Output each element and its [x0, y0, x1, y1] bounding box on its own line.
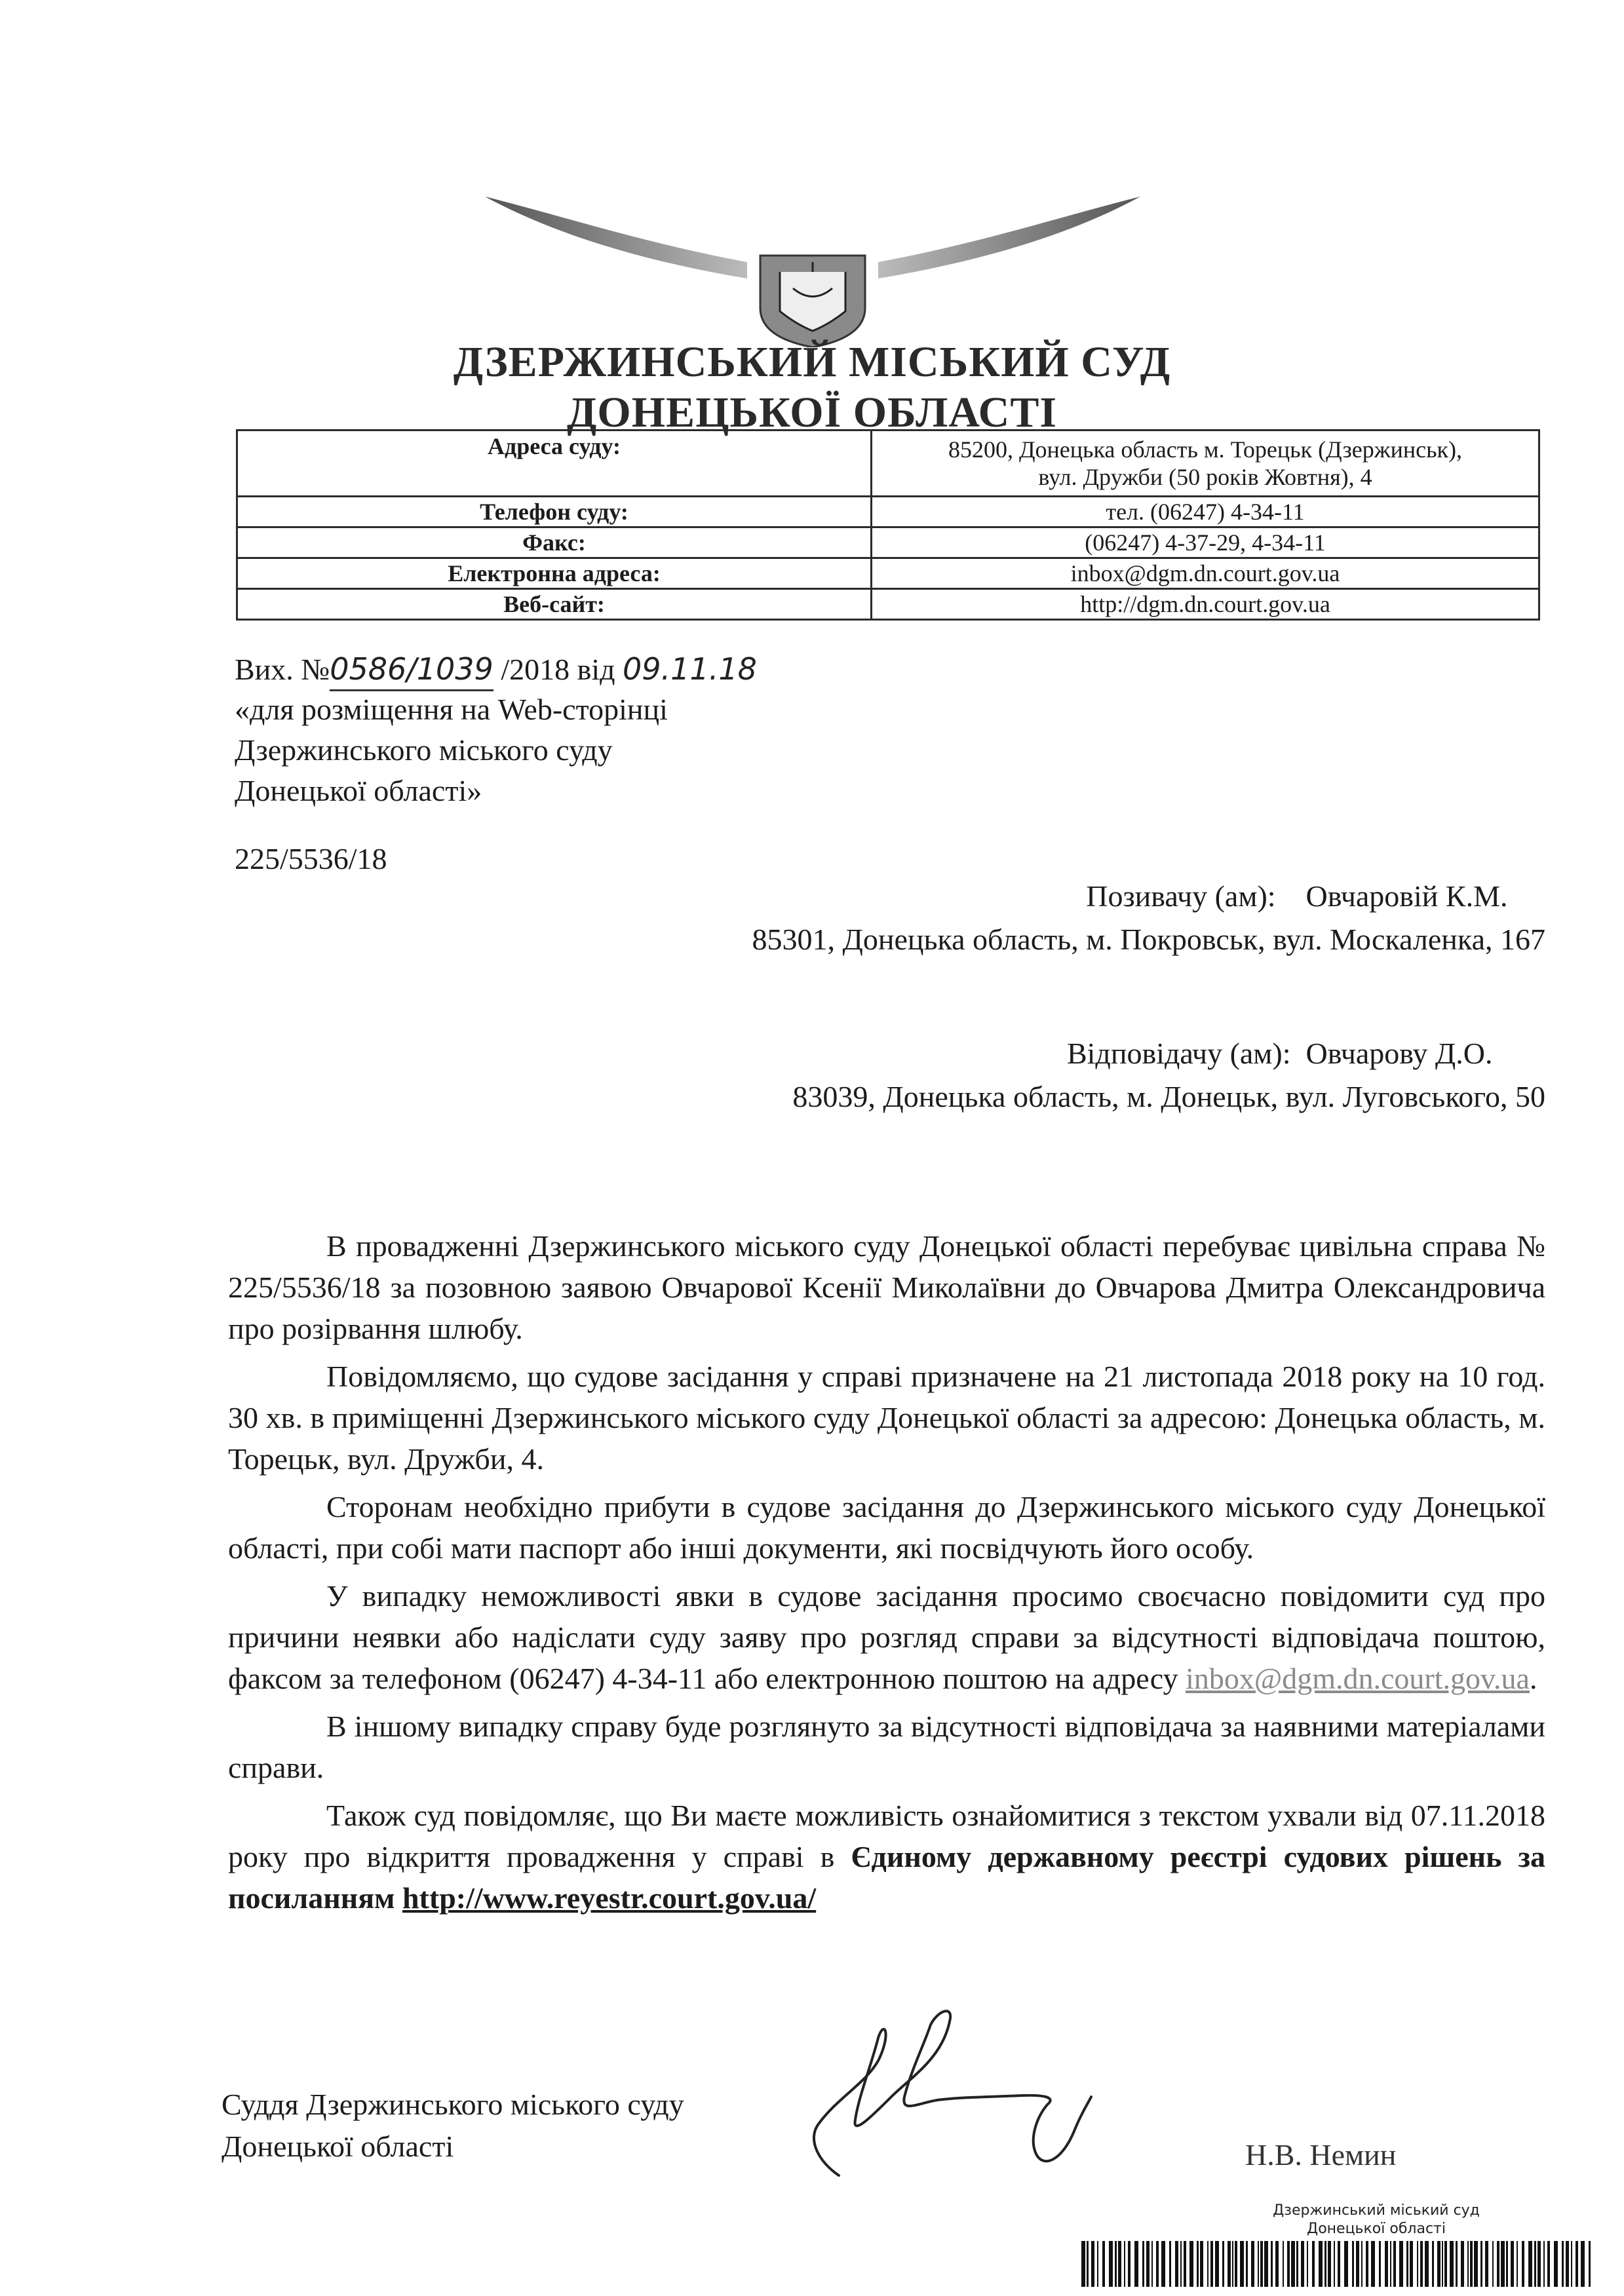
signer-line1: Суддя Дзержинського міського суду	[222, 2088, 684, 2121]
website-label: Веб-сайт:	[237, 589, 872, 620]
barcode-bar	[1291, 2241, 1295, 2287]
barcode-bar	[1437, 2241, 1440, 2287]
barcode-bar	[1115, 2241, 1117, 2287]
judge-name: Н.В. Немин	[1245, 2138, 1397, 2172]
registration-stamp	[1193, 2202, 1560, 2238]
barcode-bar	[1228, 2241, 1231, 2287]
barcode-bar	[1271, 2241, 1273, 2287]
barcode-bar	[1356, 2241, 1359, 2287]
notice-paragraph-5: В іншому випадку справу буде розглянуто за відсутності відповідача за наявними матеріалами справи.	[228, 1710, 1545, 1784]
barcode-bar	[1456, 2241, 1458, 2287]
barcode-bar	[1161, 2241, 1165, 2287]
defendant-header	[792, 1032, 1545, 1075]
email-row	[237, 558, 1539, 589]
barcode-bar	[1222, 2241, 1224, 2287]
barcode-bar	[1210, 2241, 1213, 2287]
barcode-bar	[1432, 2241, 1434, 2287]
barcode-bar	[1385, 2241, 1388, 2287]
barcode-bar	[1307, 2241, 1308, 2287]
barcode-bar	[1175, 2241, 1178, 2287]
barcode-bar	[1497, 2241, 1499, 2287]
outgoing-prefix: Вих. №	[235, 653, 330, 686]
registry-link[interactable]: http://www.reyestr.court.gov.ua/	[402, 1881, 817, 1915]
outgoing-number-line	[235, 649, 757, 691]
barcode-bar	[1124, 2241, 1125, 2287]
barcode-bar	[1287, 2241, 1290, 2287]
barcode-bar	[1081, 2241, 1085, 2287]
barcode-bar	[1444, 2241, 1447, 2287]
court-contacts-table	[236, 429, 1540, 621]
address-value	[872, 430, 1539, 497]
barcode-bar	[1260, 2241, 1263, 2287]
barcode-bar	[1215, 2241, 1219, 2287]
barcode-bar	[1156, 2241, 1159, 2287]
barcode-bar	[1151, 2241, 1153, 2287]
barcode-bar	[1461, 2241, 1464, 2287]
barcode-bar	[1184, 2241, 1186, 2287]
barcode-bar	[1197, 2241, 1199, 2287]
fax-row	[237, 527, 1539, 558]
purpose-line2: Дзержинського міського суду	[235, 733, 613, 767]
barcode-bar	[1324, 2241, 1326, 2287]
notice-paragraph-4	[228, 1575, 1545, 1699]
address-line2: вул. Дружби (50 років Жовтня), 4	[1038, 464, 1372, 490]
plaintiff-block	[752, 875, 1545, 961]
email-label: Електронна адреса:	[237, 558, 872, 589]
barcode-bar	[1275, 2241, 1279, 2287]
plaintiff-header	[752, 875, 1545, 918]
barcode-bar	[1554, 2241, 1558, 2287]
court-email-link[interactable]: inbox@dgm.dn.court.gov.ua	[1186, 1662, 1530, 1695]
phone-row	[237, 497, 1539, 527]
barcode-bar	[1581, 2241, 1585, 2287]
notice-body	[228, 1225, 1545, 1925]
barcode-bar	[1562, 2241, 1564, 2287]
barcode-bar	[1506, 2241, 1508, 2287]
purpose-line3: Донецької області»	[235, 774, 482, 807]
barcode-bar	[1528, 2241, 1532, 2287]
barcode-bar	[1399, 2241, 1403, 2287]
barcode-bar	[1417, 2241, 1418, 2287]
barcode-bar	[1379, 2241, 1381, 2287]
barcode-bar	[1492, 2241, 1494, 2287]
barcode-bar	[1501, 2241, 1505, 2287]
website-row	[237, 589, 1539, 620]
barcode-bar	[1334, 2241, 1335, 2287]
barcode-bar	[1470, 2241, 1473, 2287]
court-name-line1: ДЗЕРЖИНСЬКИЙ МІСЬКИЙ СУД	[453, 338, 1171, 386]
registry-text: Єдиному державному реєстрі судових рішень за посиланням	[228, 1840, 1545, 1915]
barcode-bar	[1283, 2241, 1284, 2287]
plaintiff-address: 85301, Донецька область, м. Покровськ, вул. Москаленка, 167	[752, 923, 1545, 956]
website-value: http://dgm.dn.court.gov.ua	[872, 589, 1539, 620]
outgoing-number: 0586/1039	[330, 649, 493, 691]
phone-value: тел. (06247) 4-34-11	[872, 497, 1539, 527]
defendant-address: 83039, Донецька область, м. Донецьк, вул. Луговського, 50	[792, 1080, 1545, 1113]
barcode-bar	[1344, 2241, 1348, 2287]
barcode-bar	[1393, 2241, 1396, 2287]
barcode-bar	[1522, 2241, 1524, 2287]
barcode-bar	[1480, 2241, 1482, 2287]
barcode-bar	[1146, 2241, 1150, 2287]
outgoing-date: 09.11.18	[623, 651, 757, 687]
outgoing-year: /2018 від	[501, 653, 615, 686]
barcode-bar	[1109, 2241, 1113, 2287]
barcode-bar	[1366, 2241, 1368, 2287]
barcode-bar	[1232, 2241, 1233, 2287]
purpose-line1: «для розміщення на Web-сторінці	[235, 693, 668, 726]
barcode-bar	[1511, 2241, 1514, 2287]
signer-line2: Донецької області	[222, 2130, 454, 2163]
barcode-bar	[1301, 2241, 1304, 2287]
barcode-bar	[1425, 2241, 1429, 2287]
address-row	[237, 430, 1539, 497]
barcode-bar	[1534, 2241, 1536, 2287]
barcode-bar	[1361, 2241, 1363, 2287]
barcode-bar	[1543, 2241, 1545, 2287]
barcode-bar	[1589, 2241, 1591, 2287]
stamp-line2: Донецької області	[1307, 2221, 1446, 2237]
fax-value: (06247) 4-37-29, 4-34-11	[872, 527, 1539, 558]
barcode-bar	[1485, 2241, 1488, 2287]
notice-paragraph-2: Повідомляємо, що судове засідання у справі призначене на 21 листопада 2018 року на 10 год. 30 хв. в приміщенні Дзержинського міського суду Донецької області за адресою: Донецька область, м. Торецьк, вул. Дружби, 4.	[228, 1360, 1545, 1476]
barcode-bar	[1352, 2241, 1354, 2287]
barcode-bar	[1517, 2241, 1518, 2287]
barcode-bar	[1118, 2241, 1121, 2287]
handwritten-signature	[780, 1999, 1147, 2189]
notice-paragraph-1: В провадженні Дзержинського міського суду Донецької області перебуває цивільна справа № 225/5536/18 за позовною заявою Овчарової Ксенії Миколаївни до Овчарова Дмитра Олександровича про розірвання шлюбу.	[228, 1229, 1545, 1345]
plaintiff-label: Позивачу (ам):	[1086, 879, 1276, 913]
barcode-bar	[1134, 2241, 1138, 2287]
barcode-bar	[1312, 2241, 1315, 2287]
barcode-bar	[1240, 2241, 1244, 2287]
barcode-bar	[1338, 2241, 1340, 2287]
barcode-bar	[1328, 2241, 1331, 2287]
barcode-bar	[1319, 2241, 1323, 2287]
plaintiff-name: Овчаровій К.М.	[1305, 879, 1508, 913]
notice-paragraph-3: Сторонам необхідно прибути в судове засідання до Дзержинського міського суду Донецької області, при собі мати паспорт або інші документи, які посвідчують його особу.	[228, 1490, 1545, 1565]
signer-block	[222, 2084, 684, 2168]
barcode-bar	[1258, 2241, 1259, 2287]
barcode-bar	[1537, 2241, 1541, 2287]
stamp-line1: Дзержинський міський суд	[1273, 2202, 1480, 2219]
phone-label: Телефон суду:	[237, 497, 872, 527]
barcode-bar	[1189, 2241, 1193, 2287]
barcode	[1081, 2241, 1593, 2287]
barcode-bar	[1467, 2241, 1469, 2287]
barcode-bar	[1251, 2241, 1254, 2287]
email-value: inbox@dgm.dn.court.gov.ua	[872, 558, 1539, 589]
notice-p6-text: Також суд повідомляє, що Ви маєте можливість ознайомитися з текстом ухвали від 07.11.2018 року про відкриття провадження у справі в	[228, 1799, 1545, 1873]
barcode-bar	[1566, 2241, 1569, 2287]
barcode-bar	[1264, 2241, 1268, 2287]
barcode-bar	[1296, 2241, 1298, 2287]
barcode-bar	[1200, 2241, 1203, 2287]
defendant-block	[792, 1032, 1545, 1119]
fax-label: Факс:	[237, 527, 872, 558]
barcode-bar	[1450, 2241, 1454, 2287]
barcode-bar	[1576, 2241, 1578, 2287]
barcode-bar	[1087, 2241, 1089, 2287]
defendant-name: Овчарову Д.О.	[1305, 1037, 1493, 1070]
barcode-bar	[1371, 2241, 1375, 2287]
barcode-bar	[1390, 2241, 1391, 2287]
barcode-bar	[1420, 2241, 1423, 2287]
case-number: 225/5536/18	[235, 842, 387, 875]
purpose-note	[235, 689, 1021, 811]
barcode-bar	[1169, 2241, 1171, 2287]
barcode-bar	[1235, 2241, 1237, 2287]
barcode-bar	[1547, 2241, 1550, 2287]
barcode-bar	[1474, 2241, 1478, 2287]
barcode-bar	[1207, 2241, 1208, 2287]
barcode-bar	[1442, 2241, 1443, 2287]
defendant-label: Відповідачу (ам):	[1066, 1037, 1291, 1070]
barcode-bar	[1128, 2241, 1131, 2287]
court-name-line2: ДОНЕЦЬКОЇ ОБЛАСТІ	[566, 389, 1058, 436]
barcode-bar	[1180, 2241, 1182, 2287]
barcode-bar	[1097, 2241, 1098, 2287]
court-emblem	[485, 190, 1140, 347]
barcode-bar	[1406, 2241, 1408, 2287]
notice-p4-end: .	[1529, 1662, 1537, 1695]
notice-paragraph-6	[228, 1795, 1545, 1919]
barcode-bar	[1102, 2241, 1105, 2287]
address-label: Адреса суду:	[237, 430, 872, 497]
address-line1: 85200, Донецька область м. Торецьк (Дзержинськ),	[948, 436, 1463, 463]
barcode-bar	[1410, 2241, 1413, 2287]
barcode-bar	[1571, 2241, 1572, 2287]
barcode-bar	[1091, 2241, 1094, 2287]
notice-p4-text: У випадку неможливості явки в судове засідання просимо своєчасно повідомити суд про причини неявки або надіслати суду заяву про розгляд справи за відсутності відповідача поштою, факсом за телефоном (06247) 4-34-11 або електронною поштою на адресу	[228, 1579, 1545, 1695]
barcode-bar	[1246, 2241, 1248, 2287]
barcode-bar	[1142, 2241, 1144, 2287]
